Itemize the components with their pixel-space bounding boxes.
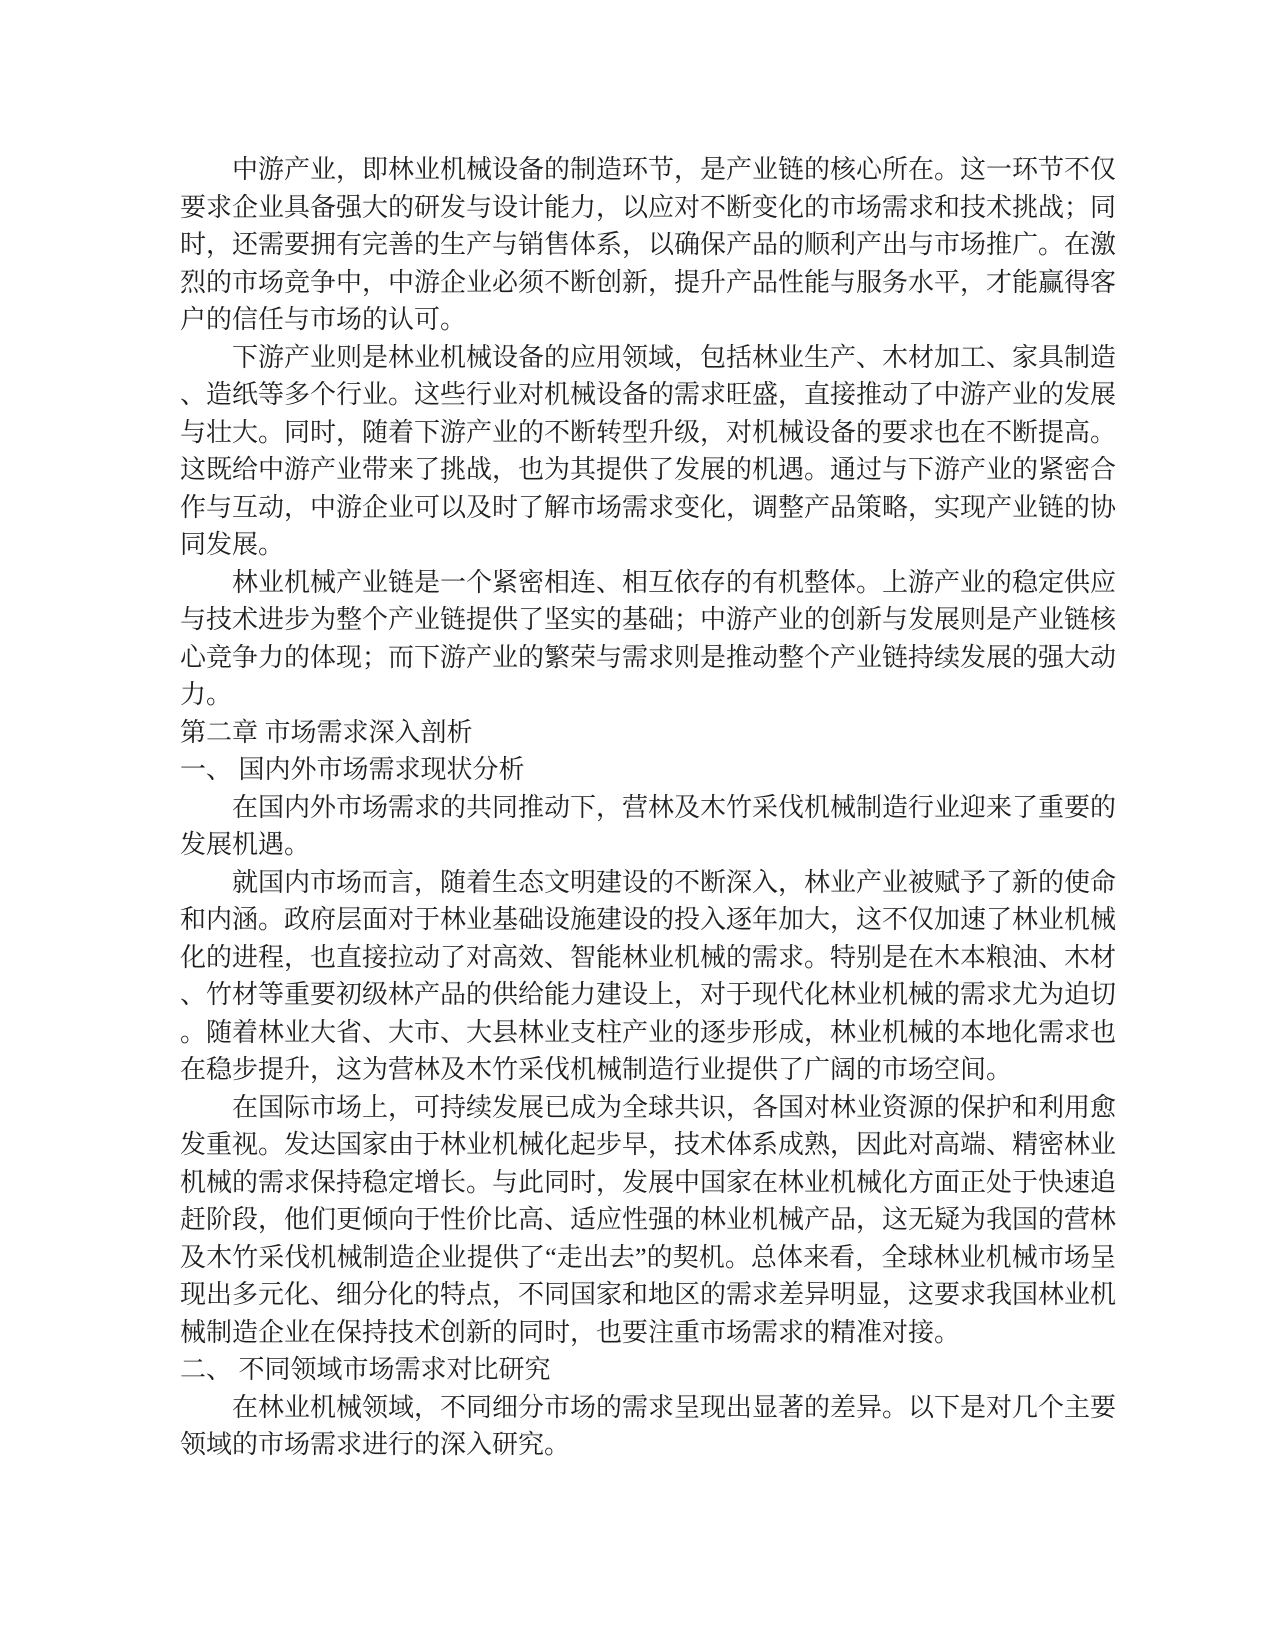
document-body: [180, 151, 1116, 1464]
section-heading: 二、 不同领域市场需求对比研究: [180, 1355, 551, 1384]
section-heading: 一、 国内外市场需求现状分析: [180, 755, 525, 784]
paragraph: 林业机械产业链是一个紧密相连、相互依存的有机整体。上游产业的稳定供应与技术进步为整个产业链提供了坚实的基础；中游产业的创新与发展则是产业链核心竞争力的体现；而下游产业的繁荣与需求则是推动整个产业链持续发展的强大动力。: [180, 567, 1117, 709]
paragraph: 在国际市场上，可持续发展已成为全球共识，各国对林业资源的保护和利用愈发重视。发达国家由于林业机械化起步早，技术体系成熟，因此对高端、精密林业机械的需求保持稳定增长。与此同时，发展中国家在林业机械化方面正处于快速追赶阶段，他们更倾向于性价比高、适应性强的林业机械产品，这无疑为我国的营林及木竹采伐机械制造企业提供了“走出去”的契机。总体来看，全球林业机械市场呈现出多元化、细分化的特点，不同国家和地区的需求差异明显，这要求我国林业机械制造企业在保持技术创新的同时，也要注重市场需求的精准对接。: [180, 1092, 1117, 1347]
paragraph: 在林业机械领域，不同细分市场的需求呈现出显著的差异。以下是对几个主要领域的市场需求进行的深入研究。: [180, 1392, 1117, 1459]
chapter-heading: 第二章 市场需求深入剖析: [180, 717, 473, 747]
paragraph: 在国内外市场需求的共同推动下，营林及木竹采伐机械制造行业迎来了重要的发展机遇。: [180, 792, 1117, 859]
paragraph: 中游产业，即林业机械设备的制造环节，是产业链的核心所在。这一环节不仅要求企业具备强大的研发与设计能力，以应对不断变化的市场需求和技术挑战；同时，还需要拥有完善的生产与销售体系，以确保产品的顺利产出与市场推广。在激烈的市场竞争中，中游企业必须不断创新，提升产品性能与服务水平，才能赢得客户的信任与市场的认可。: [180, 155, 1117, 334]
paragraph: 下游产业则是林业机械设备的应用领域，包括林业生产、木材加工、家具制造、造纸等多个行业。这些行业对机械设备的需求旺盛，直接推动了中游产业的发展与壮大。同时，随着下游产业的不断转型升级，对机械设备的要求也在不断提高。这既给中游产业带来了挑战，也为其提供了发展的机遇。通过与下游产业的紧密合作与互动，中游企业可以及时了解市场需求变化，调整产品策略，实现产业链的协同发展。: [180, 342, 1117, 559]
paragraph: 就国内市场而言，随着生态文明建设的不断深入，林业产业被赋予了新的使命和内涵。政府层面对于林业基础设施建设的投入逐年加大，这不仅加速了林业机械化的进程，也直接拉动了对高效、智能林业机械的需求。特别是在木本粮油、木材、竹材等重要初级林产品的供给能力建设上，对于现代化林业机械的需求尤为迫切。随着林业大省、大市、大县林业支柱产业的逐步形成，林业机械的本地化需求也在稳步提升，这为营林及木竹采伐机械制造行业提供了广阔的市场空间。: [180, 867, 1117, 1084]
